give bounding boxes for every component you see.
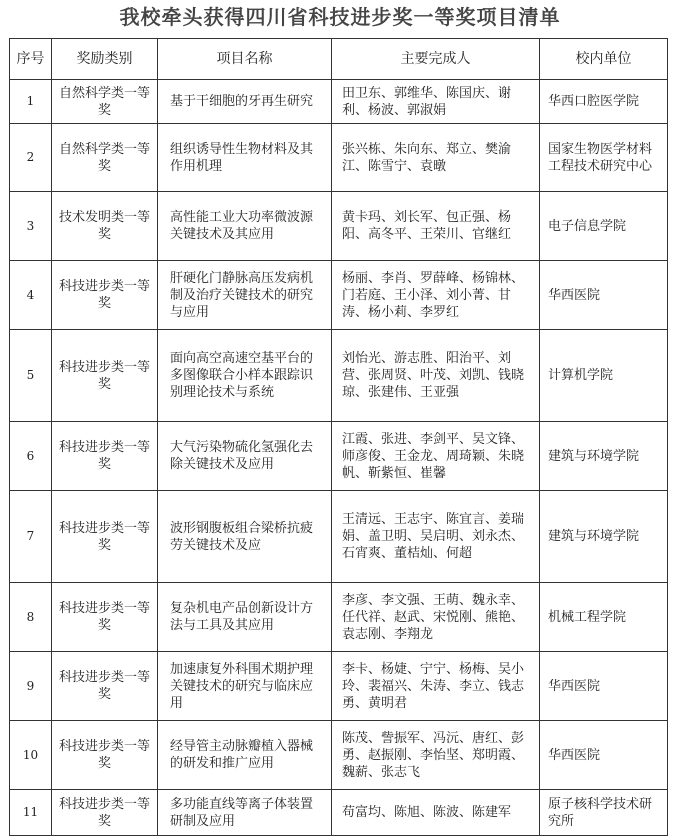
row-project: 大气污染物硫化氢强化去除关键技术及应用	[158, 422, 332, 491]
header-people: 主要完成人	[332, 39, 540, 80]
header-index: 序号	[10, 39, 52, 80]
table-row	[10, 790, 668, 836]
award-table	[9, 38, 668, 836]
table-row	[10, 261, 668, 330]
row-people: 苟富均、陈旭、陈波、陈建军	[332, 790, 540, 836]
row-project: 多功能直线等离子体装置研制及应用	[158, 790, 332, 836]
row-unit: 华西医院	[540, 261, 668, 330]
row-category: 自然科学类一等奖	[52, 80, 158, 124]
row-project: 肝硬化门静脉高压发病机制及治疗关键技术的研究与应用	[158, 261, 332, 330]
row-index: 1	[10, 80, 52, 124]
row-category: 科技进步类一等奖	[52, 422, 158, 491]
table-row	[10, 721, 668, 790]
table-row	[10, 652, 668, 721]
row-category: 科技进步类一等奖	[52, 721, 158, 790]
row-people: 张兴栋、朱向东、郑立、樊渝江、陈雪宁、袁暾	[332, 124, 540, 192]
table-row	[10, 80, 668, 124]
row-project: 组织诱导性生物材料及其作用机理	[158, 124, 332, 192]
row-unit: 华西口腔医学院	[540, 80, 668, 124]
row-project: 加速康复外科围术期护理关键技术的研究与临床应用	[158, 652, 332, 721]
row-people: 陈茂、訾振军、冯沅、唐红、彭勇、赵振刚、李怡坚、郑明霞、魏薪、张志飞	[332, 721, 540, 790]
row-category: 科技进步类一等奖	[52, 583, 158, 652]
row-project: 高性能工业大功率微波源关键技术及其应用	[158, 192, 332, 261]
table-row	[10, 583, 668, 652]
header-unit: 校内单位	[540, 39, 668, 80]
row-index: 8	[10, 583, 52, 652]
row-people: 江霞、张进、李剑平、吴文锋、师彦俊、王金龙、周琦颖、朱晓帆、靳紫恒、崔馨	[332, 422, 540, 491]
row-index: 7	[10, 491, 52, 583]
row-people: 王清远、王志宇、陈宜言、姜瑞娟、盖卫明、吴启明、刘永杰、石宵爽、董桔灿、何超	[332, 491, 540, 583]
row-category: 自然科学类一等奖	[52, 124, 158, 192]
row-unit: 华西医院	[540, 652, 668, 721]
row-index: 10	[10, 721, 52, 790]
row-category: 科技进步类一等奖	[52, 261, 158, 330]
row-category: 科技进步类一等奖	[52, 491, 158, 583]
row-index: 3	[10, 192, 52, 261]
row-people: 杨丽、李肖、罗薛峰、杨锦林、门若庭、王小泽、刘小菁、甘涛、杨小莉、李罗红	[332, 261, 540, 330]
row-unit: 计算机学院	[540, 330, 668, 422]
row-unit: 国家生物医学材料工程技术研究中心	[540, 124, 668, 192]
row-category: 技术发明类一等奖	[52, 192, 158, 261]
header-category: 奖励类别	[52, 39, 158, 80]
row-category: 科技进步类一等奖	[52, 790, 158, 836]
row-unit: 电子信息学院	[540, 192, 668, 261]
row-index: 2	[10, 124, 52, 192]
row-unit: 建筑与环境学院	[540, 422, 668, 491]
row-index: 6	[10, 422, 52, 491]
page-title: 我校牵头获得四川省科技进步奖一等奖项目清单	[119, 5, 561, 29]
row-people: 黄卡玛、刘长军、包正强、杨阳、高冬平、王荣川、官继红	[332, 192, 540, 261]
row-project: 经导管主动脉瓣植入器械的研发和推广应用	[158, 721, 332, 790]
row-index: 11	[10, 790, 52, 836]
row-index: 4	[10, 261, 52, 330]
row-index: 5	[10, 330, 52, 422]
row-project: 复杂机电产品创新设计方法与工具及其应用	[158, 583, 332, 652]
row-people: 田卫东、郭维华、陈国庆、谢利、杨波、郭淑娟	[332, 80, 540, 124]
row-unit: 建筑与环境学院	[540, 491, 668, 583]
row-people: 李彦、李文强、王萌、魏永幸、任代祥、赵武、宋悦刚、熊艳、袁志刚、李翔龙	[332, 583, 540, 652]
table-header-row	[10, 39, 668, 80]
row-index: 9	[10, 652, 52, 721]
row-people: 刘怡光、游志胜、阳治平、刘营、张周贤、叶茂、刘凯、钱晓琼、张建伟、王亚强	[332, 330, 540, 422]
row-unit: 机械工程学院	[540, 583, 668, 652]
row-category: 科技进步类一等奖	[52, 652, 158, 721]
header-project: 项目名称	[158, 39, 332, 80]
row-project: 波形钢腹板组合梁桥抗疲劳关键技术及应	[158, 491, 332, 583]
table-row	[10, 124, 668, 192]
table-row	[10, 491, 668, 583]
row-category: 科技进步类一等奖	[52, 330, 158, 422]
row-project: 面向高空高速空基平台的多图像联合小样本跟踪识别理论技术与系统	[158, 330, 332, 422]
row-unit: 原子核科学技术研究所	[540, 790, 668, 836]
table-row	[10, 192, 668, 261]
table-row	[10, 330, 668, 422]
row-people: 李卡、杨婕、宁宁、杨梅、吴小玲、裴福兴、朱涛、李立、钱志勇、黄明君	[332, 652, 540, 721]
row-unit: 华西医院	[540, 721, 668, 790]
row-project: 基于干细胞的牙再生研究	[158, 80, 332, 124]
table-row	[10, 422, 668, 491]
